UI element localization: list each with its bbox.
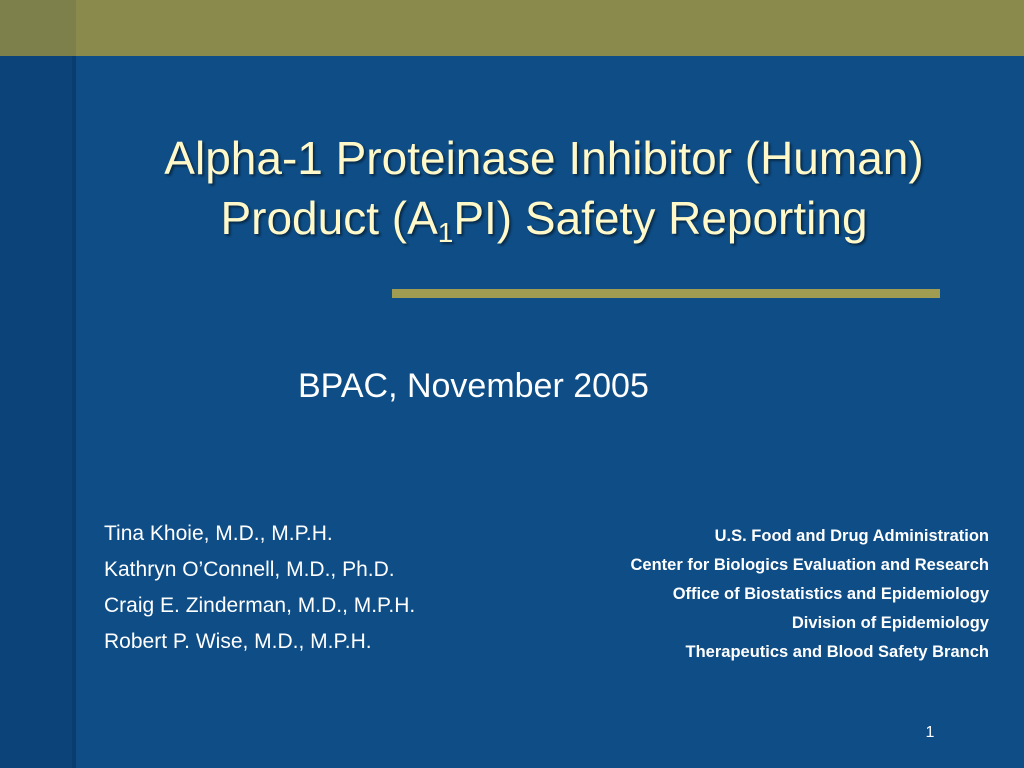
slide-subtitle: BPAC, November 2005 <box>298 367 649 405</box>
top-accent-bar <box>0 0 1024 56</box>
title-line-2-prefix: Product (A <box>220 192 438 244</box>
affiliation-line: Office of Biostatistics and Epidemiology <box>672 585 989 603</box>
title-underline-rule <box>392 289 940 298</box>
page-number: 1 <box>925 724 935 741</box>
affiliation-line: Therapeutics and Blood Safety Branch <box>685 643 989 661</box>
left-accent-strip <box>0 56 76 768</box>
author-name: Tina Khoie, M.D., M.P.H. <box>104 522 333 545</box>
author-name: Kathryn O’Connell, M.D., Ph.D. <box>104 558 395 581</box>
title-subscript: 1 <box>437 217 454 248</box>
author-list <box>104 516 524 660</box>
affiliation-block <box>509 522 989 667</box>
title-line-1: Alpha-1 Proteinase Inhibitor (Human) <box>164 132 924 184</box>
top-left-accent-block <box>0 0 76 56</box>
affiliation-line: Division of Epidemiology <box>791 614 989 632</box>
author-name: Robert P. Wise, M.D., M.P.H. <box>104 630 372 653</box>
author-name: Craig E. Zinderman, M.D., M.P.H. <box>104 594 416 617</box>
affiliation-line: Center for Biologics Evaluation and Research <box>630 556 989 574</box>
title-line-2-suffix: PI) Safety Reporting <box>453 192 868 244</box>
affiliation-line: U.S. Food and Drug Administration <box>714 527 989 545</box>
slide-title <box>76 128 1012 248</box>
title-line-2 <box>76 188 1012 248</box>
